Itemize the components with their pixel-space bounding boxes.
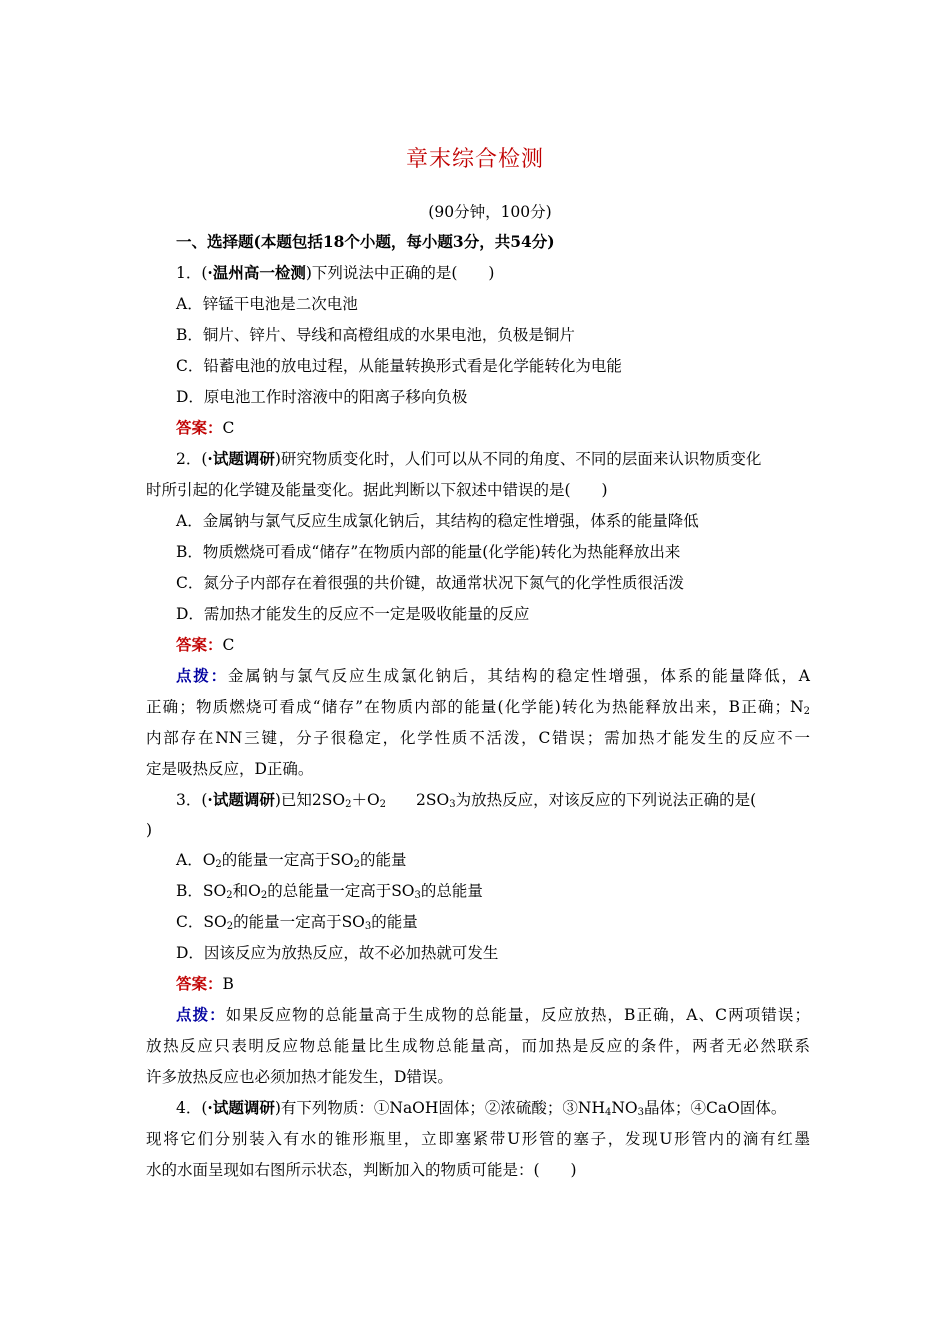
question-2-stem-cont: 时所引起的化学键及能量变化。据此判断以下叙述中错误的是( ) [146,481,608,499]
hint-label: 点拨： [176,1005,226,1024]
question-3-hint-line-1: 点拨：如果反应物的总能量高于生成物的总能量，反应放热，B正确，A、C两项错误； [176,1005,810,1024]
answer-label: 答案： [176,974,223,993]
question-source: ·试题调研 [207,1098,275,1117]
answer-label: 答案： [176,418,223,437]
question-2-hint-line-3: 内部存在NN三键，分子很稳定，化学性质不活泼，C错误；需加热才能发生的反应不一 [146,729,810,747]
question-1-option-b: B．铜片、锌片、导线和高橙组成的水果电池，负极是铜片 [176,326,575,344]
question-3-answer: 答案：B [176,974,234,993]
question-1-option-d: D．原电池工作时溶液中的阳离子移向负极 [176,388,468,406]
question-source: ·温州高一检测 [207,263,306,282]
question-3-stem-cont: ) [146,821,153,839]
question-2-option-c: C．氮分子内部存在着很强的共价键，故通常状况下氮气的化学性质很活泼 [176,574,684,592]
question-4-stem-cont-2: 水的水面呈现如右图所示状态，判断加入的物质可能是：( ) [146,1161,577,1179]
time-score: (90分钟，100分) [428,203,552,221]
page-title: 章末综合检测 [405,147,544,172]
question-3-hint-line-2: 放热反应只表明反应物总能量比生成物总能量高，而加热是反应的条件，两者无必然联系 [146,1037,810,1055]
question-1-option-c: C．铅蓄电池的放电过程，从能量转换形式看是化学能转化为电能 [176,357,622,375]
question-3-stem: 3．(·试题调研)已知$2SO_2+O_2$ $2SO_3$为放热反应，对该反应的下列说法正确的是( [176,790,757,810]
question-3-hint-line-3: 许多放热反应也必须加热才能发生，D错误。 [146,1068,453,1086]
section-heading: 一、选择题(本题包括18个小题，每小题3分，共54分) [176,232,555,251]
answer-label: 答案： [176,635,223,654]
question-2-option-a: A．金属钠与氯气反应生成氯化钠后，其结构的稳定性增强，体系的能量降低 [176,512,699,530]
question-source: ·试题调研 [207,790,275,809]
question-3-option-a: A．$O_2$的能量一定高于$SO_2$的能量 [176,851,407,870]
question-3-option-c: C．$SO_2$的能量一定高于$SO_3$的能量 [176,913,418,932]
question-1-stem: 1．(·温州高一检测)下列说法中正确的是( ) [176,263,495,282]
question-3-option-d: D．因该反应为放热反应，故不必加热就可发生 [176,944,499,962]
question-1-option-a: A．锌锰干电池是二次电池 [176,295,358,313]
question-2-answer: 答案：C [176,635,235,654]
question-4-stem: 4．(·试题调研)有下列物质：①NaOH固体；②浓硫酸；$③NH_4NO_3$晶体；④CaO固体。 [176,1098,787,1118]
question-2-option-b: B．物质燃烧可看成“储存”在物质内部的能量(化学能)转化为热能释放出来 [176,543,681,561]
question-2-option-d: D．需加热才能发生的反应不一定是吸收能量的反应 [176,605,530,623]
question-2-hint-line-1: 点拨：金属钠与氯气反应生成氯化钠后，其结构的稳定性增强，体系的能量降低，A [176,666,810,685]
question-3-option-b: B．$SO_2$和$O_2$的总能量一定高于$SO_3$的总能量 [176,882,483,901]
question-source: ·试题调研 [207,449,275,468]
question-4-stem-cont-1: 现将它们分别装入有水的锥形瓶里，立即塞紧带U形管的塞子，发现U形管内的滴有红墨 [146,1130,810,1148]
question-1-answer: 答案：C [176,418,235,437]
question-2-hint-line-4: 定是吸热反应，D正确。 [146,760,314,778]
hint-label: 点拨： [176,666,228,685]
question-2-stem: 2．(·试题调研)研究物质变化时，人们可以从不同的角度、不同的层面来认识物质变化 [176,449,762,468]
question-2-hint-line-2: 正确；物质燃烧可看成“储存”在物质内部的能量(化学能)转化为热能释放出来，B正确；$N_2$ [146,698,810,717]
